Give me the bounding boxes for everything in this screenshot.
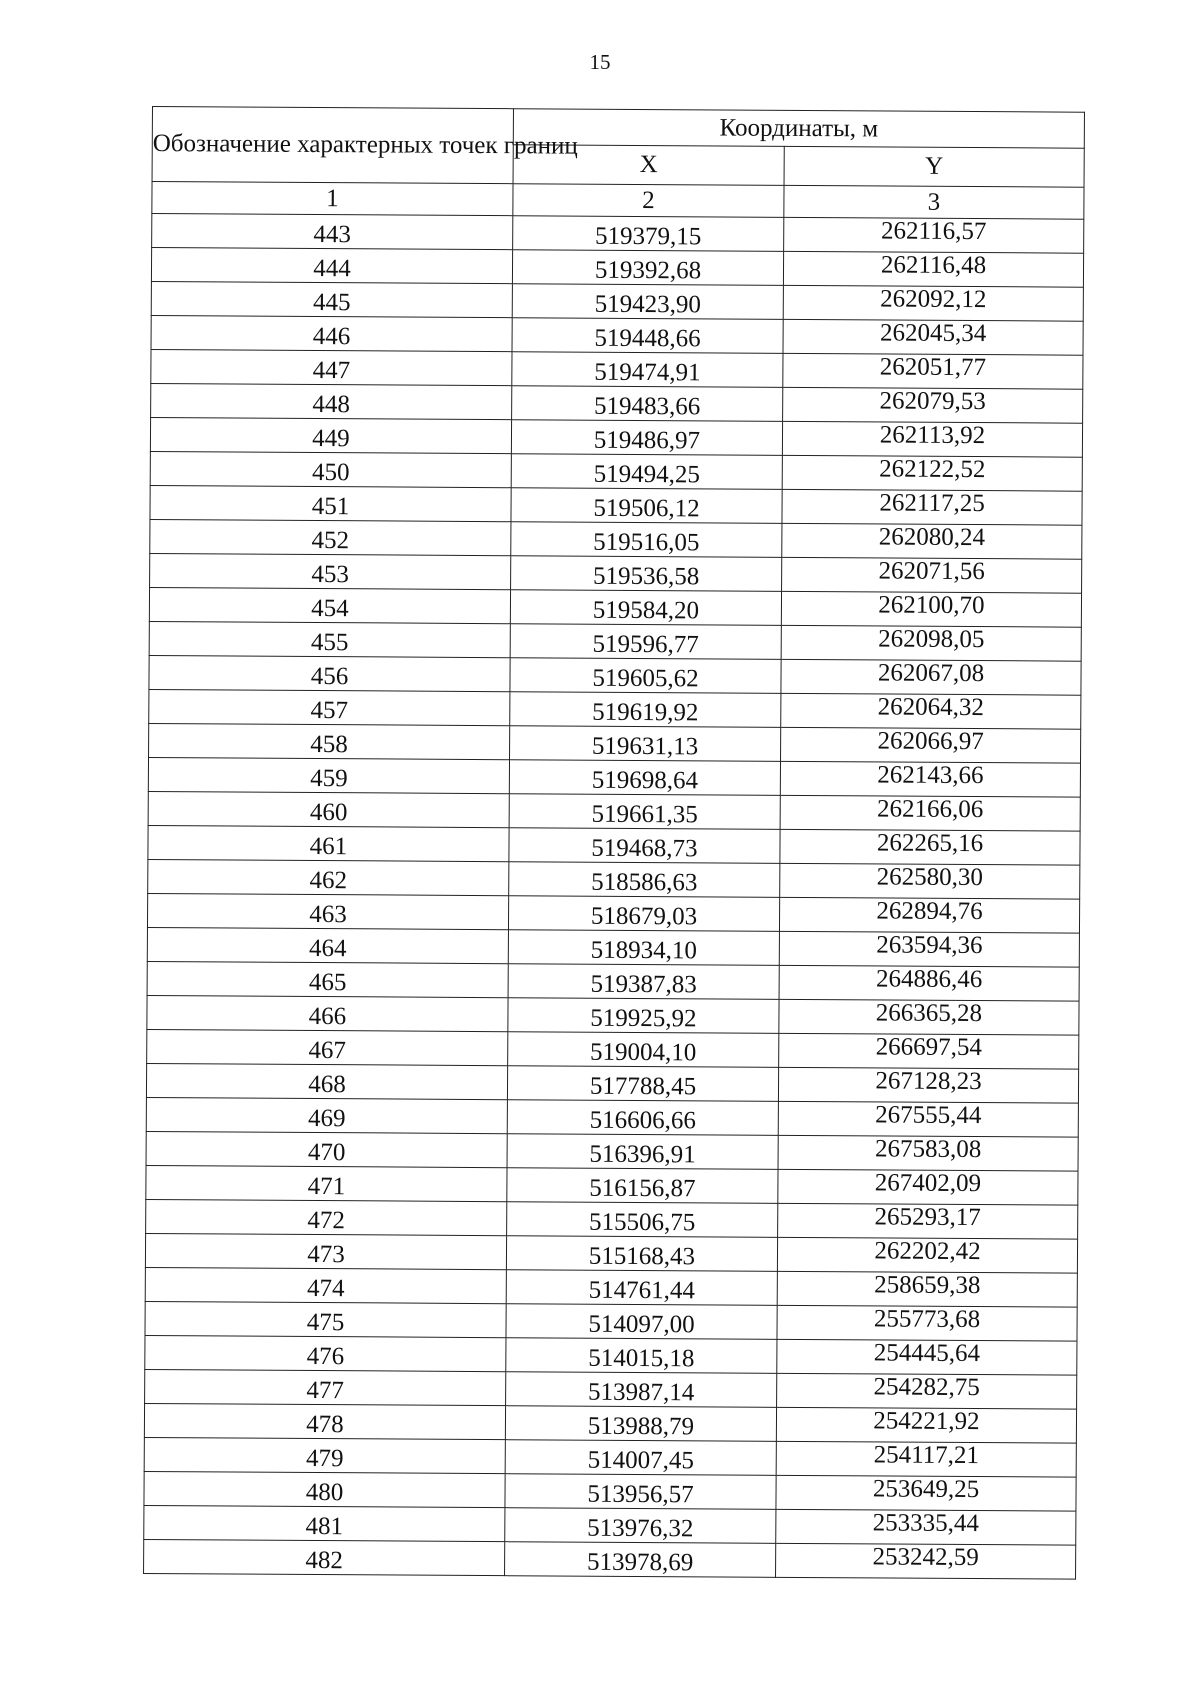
table-row xyxy=(148,757,1080,797)
table-row xyxy=(146,1199,1078,1239)
coordinates-header: Координаты, м xyxy=(513,109,1084,148)
y-coordinate-cell: 262122,52 xyxy=(782,455,1082,491)
y-coordinate-cell: 262066,97 xyxy=(781,727,1081,763)
x-coordinate-cell: 519423,90 xyxy=(512,284,783,320)
x-coordinate-cell: 519631,13 xyxy=(510,726,781,762)
point-cell: 450 xyxy=(150,451,511,487)
x-coordinate-cell: 519387,83 xyxy=(508,964,779,1000)
column-number-1: 1 xyxy=(152,182,513,216)
x-coordinate-cell: 514015,18 xyxy=(506,1338,777,1374)
x-coordinate-cell: 519584,20 xyxy=(510,590,781,626)
table-row xyxy=(144,1539,1076,1579)
x-coordinate-cell: 513978,69 xyxy=(505,1542,776,1578)
table-row xyxy=(150,485,1082,525)
x-coordinate-cell: 516156,87 xyxy=(507,1168,778,1204)
y-coordinate-cell: 255773,68 xyxy=(777,1305,1077,1341)
point-cell: 454 xyxy=(149,587,510,623)
y-coordinate-cell: 254282,75 xyxy=(777,1373,1077,1409)
x-coordinate-cell: 518679,03 xyxy=(508,896,779,932)
y-coordinate-cell: 267555,44 xyxy=(778,1101,1078,1137)
point-cell: 482 xyxy=(144,1539,505,1575)
table-row xyxy=(151,248,1083,288)
table-row xyxy=(151,281,1083,321)
point-cell: 464 xyxy=(147,927,508,963)
x-coordinate-cell: 516396,91 xyxy=(507,1134,778,1170)
x-coordinate-cell: 519483,66 xyxy=(512,386,783,422)
point-cell: 457 xyxy=(149,689,510,725)
x-coordinate-cell: 519698,64 xyxy=(509,760,780,796)
point-cell: 447 xyxy=(151,349,512,385)
y-coordinate-cell: 262092,12 xyxy=(783,285,1083,321)
y-coordinate-cell: 267128,23 xyxy=(778,1067,1078,1103)
y-coordinate-cell: 266697,54 xyxy=(779,1033,1079,1069)
y-coordinate-cell: 253649,25 xyxy=(776,1475,1076,1511)
table-row xyxy=(149,655,1081,695)
x-coordinate-cell: 519596,77 xyxy=(510,624,781,660)
table-row xyxy=(146,1165,1078,1205)
point-cell: 459 xyxy=(148,757,509,793)
x-coordinate-cell: 519379,15 xyxy=(513,216,784,252)
x-coordinate-cell: 518586,63 xyxy=(509,862,780,898)
column-number-3: 3 xyxy=(784,185,1084,219)
page-number: 15 xyxy=(589,50,611,74)
table-row xyxy=(144,1437,1076,1477)
y-coordinate-cell: 264886,46 xyxy=(779,965,1079,1001)
table-row xyxy=(144,1403,1076,1443)
x-coordinate-cell: 519605,62 xyxy=(510,658,781,694)
x-coordinate-cell: 513987,14 xyxy=(506,1372,777,1408)
point-cell: 466 xyxy=(147,995,508,1031)
table-row xyxy=(146,1131,1078,1171)
table-row xyxy=(149,587,1081,627)
point-cell: 465 xyxy=(147,961,508,997)
x-coordinate-cell: 519661,35 xyxy=(509,794,780,830)
x-coordinate-cell: 519925,92 xyxy=(508,998,779,1034)
point-cell: 469 xyxy=(146,1097,507,1133)
table-row xyxy=(150,451,1082,491)
y-coordinate-cell: 258659,38 xyxy=(777,1271,1077,1307)
point-cell: 471 xyxy=(146,1165,507,1201)
table-row xyxy=(151,315,1083,355)
point-designation-header: Обозначение характерных точек границ xyxy=(152,107,513,184)
y-coordinate-cell: 262265,16 xyxy=(780,829,1080,865)
table-row xyxy=(148,825,1080,865)
table-body xyxy=(144,214,1084,1580)
point-cell: 467 xyxy=(147,1029,508,1065)
table-row xyxy=(145,1369,1077,1409)
table-row xyxy=(145,1335,1077,1375)
point-cell: 453 xyxy=(150,553,511,589)
x-coordinate-cell: 518934,10 xyxy=(508,930,779,966)
x-coordinate-cell: 519516,05 xyxy=(511,522,782,558)
x-coordinate-cell: 514761,44 xyxy=(506,1270,777,1306)
table-row xyxy=(150,553,1082,593)
y-coordinate-cell: 267583,08 xyxy=(778,1135,1078,1171)
y-coordinate-cell: 262894,76 xyxy=(779,897,1079,933)
y-coordinate-cell: 253335,44 xyxy=(776,1509,1076,1545)
x-coordinate-cell: 519619,92 xyxy=(510,692,781,728)
table-row xyxy=(145,1267,1077,1307)
point-cell: 475 xyxy=(145,1301,506,1337)
y-coordinate-cell: 262071,56 xyxy=(782,557,1082,593)
point-cell: 476 xyxy=(145,1335,506,1371)
x-coordinate-cell: 514007,45 xyxy=(505,1440,776,1476)
y-coordinate-cell: 254221,92 xyxy=(776,1407,1076,1443)
x-coordinate-cell: 519494,25 xyxy=(511,454,782,490)
x-coordinate-cell: 519004,10 xyxy=(508,1032,779,1068)
x-coordinate-cell: 513988,79 xyxy=(505,1406,776,1442)
y-coordinate-cell: 262067,08 xyxy=(781,659,1081,695)
y-coordinate-cell: 262166,06 xyxy=(780,795,1080,831)
y-coordinate-cell: 265293,17 xyxy=(778,1203,1078,1239)
table-row xyxy=(147,1029,1079,1069)
table-row xyxy=(149,689,1081,729)
table-row xyxy=(145,1301,1077,1341)
table-header xyxy=(152,107,1085,220)
x-coordinate-cell: 519392,68 xyxy=(512,250,783,286)
point-cell: 446 xyxy=(151,315,512,351)
y-coordinate-cell: 254117,21 xyxy=(776,1441,1076,1477)
y-header: Y xyxy=(784,146,1084,187)
table-row xyxy=(147,995,1079,1035)
point-cell: 473 xyxy=(145,1233,506,1269)
table-row xyxy=(149,621,1081,661)
table-row xyxy=(151,383,1083,423)
table-row xyxy=(145,1233,1077,1273)
y-coordinate-cell: 266365,28 xyxy=(779,999,1079,1035)
x-header: X xyxy=(513,145,784,186)
table-row xyxy=(150,519,1082,559)
point-cell: 478 xyxy=(144,1403,505,1439)
y-coordinate-cell: 262079,53 xyxy=(783,387,1083,423)
x-coordinate-cell: 519486,97 xyxy=(511,420,782,456)
point-cell: 444 xyxy=(151,248,512,284)
table-row xyxy=(148,859,1080,899)
point-cell: 461 xyxy=(148,825,509,861)
point-cell: 443 xyxy=(152,214,513,250)
x-coordinate-cell: 519536,58 xyxy=(511,556,782,592)
y-coordinate-cell: 262202,42 xyxy=(777,1237,1077,1273)
point-cell: 472 xyxy=(146,1199,507,1235)
x-coordinate-cell: 515168,43 xyxy=(506,1236,777,1272)
table-row xyxy=(147,927,1079,967)
point-cell: 481 xyxy=(144,1505,505,1541)
x-coordinate-cell: 519474,91 xyxy=(512,352,783,388)
x-coordinate-cell: 519468,73 xyxy=(509,828,780,864)
y-coordinate-cell: 267402,09 xyxy=(778,1169,1078,1205)
point-cell: 458 xyxy=(149,723,510,759)
y-coordinate-cell: 262045,34 xyxy=(783,319,1083,355)
point-cell: 477 xyxy=(145,1369,506,1405)
x-coordinate-cell: 516606,66 xyxy=(507,1100,778,1136)
point-cell: 474 xyxy=(145,1267,506,1303)
y-coordinate-cell: 262100,70 xyxy=(781,591,1081,627)
x-coordinate-cell: 519448,66 xyxy=(512,318,783,354)
y-coordinate-cell: 262051,77 xyxy=(783,353,1083,389)
y-coordinate-cell: 262580,30 xyxy=(780,863,1080,899)
table-row xyxy=(148,791,1080,831)
coordinates-table xyxy=(143,106,1085,1580)
table-row xyxy=(144,1505,1076,1545)
point-cell: 480 xyxy=(144,1471,505,1507)
table-row xyxy=(146,1063,1078,1103)
y-coordinate-cell: 262064,32 xyxy=(781,693,1081,729)
y-coordinate-cell: 263594,36 xyxy=(779,931,1079,967)
table-row xyxy=(150,417,1082,457)
point-cell: 462 xyxy=(148,859,509,895)
y-coordinate-cell: 262080,24 xyxy=(782,523,1082,559)
x-coordinate-cell: 519506,12 xyxy=(511,488,782,524)
y-coordinate-cell: 262143,66 xyxy=(780,761,1080,797)
point-cell: 452 xyxy=(150,519,511,555)
x-coordinate-cell: 515506,75 xyxy=(507,1202,778,1238)
table-row xyxy=(146,1097,1078,1137)
y-coordinate-cell: 253242,59 xyxy=(776,1543,1076,1579)
y-coordinate-cell: 254445,64 xyxy=(777,1339,1077,1375)
x-coordinate-cell: 517788,45 xyxy=(507,1066,778,1102)
point-cell: 463 xyxy=(147,893,508,929)
point-cell: 448 xyxy=(151,383,512,419)
table-row xyxy=(149,723,1081,763)
coordinates-table-container xyxy=(143,106,1084,1580)
table-row xyxy=(152,214,1084,254)
point-cell: 470 xyxy=(146,1131,507,1167)
table-row xyxy=(147,893,1079,933)
x-coordinate-cell: 513956,57 xyxy=(505,1474,776,1510)
y-coordinate-cell: 262116,48 xyxy=(783,251,1083,287)
point-cell: 460 xyxy=(148,791,509,827)
y-coordinate-cell: 262117,25 xyxy=(782,489,1082,525)
point-cell: 479 xyxy=(144,1437,505,1473)
x-coordinate-cell: 513976,32 xyxy=(505,1508,776,1544)
point-cell: 451 xyxy=(150,485,511,521)
x-coordinate-cell: 514097,00 xyxy=(506,1304,777,1340)
point-cell: 468 xyxy=(146,1063,507,1099)
table-row xyxy=(147,961,1079,1001)
y-coordinate-cell: 262116,57 xyxy=(784,217,1084,253)
y-coordinate-cell: 262098,05 xyxy=(781,625,1081,661)
column-number-2: 2 xyxy=(513,184,784,218)
y-coordinate-cell: 262113,92 xyxy=(782,421,1082,457)
point-cell: 455 xyxy=(149,621,510,657)
point-cell: 449 xyxy=(150,417,511,453)
table-row xyxy=(144,1471,1076,1511)
point-cell: 456 xyxy=(149,655,510,691)
table-row xyxy=(151,349,1083,389)
point-cell: 445 xyxy=(151,281,512,317)
